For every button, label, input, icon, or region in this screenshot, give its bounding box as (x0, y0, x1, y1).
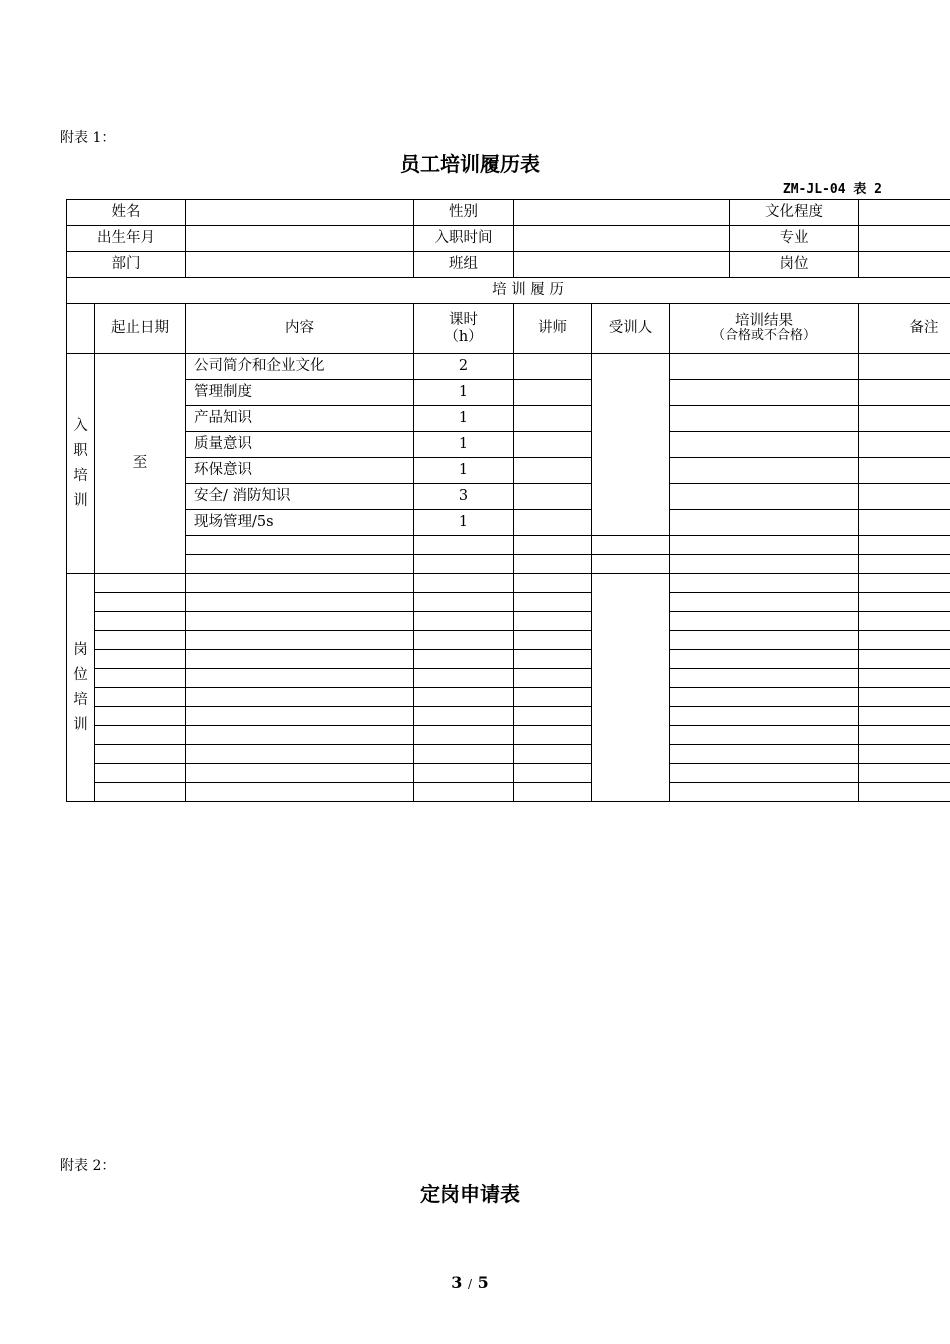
post-remark-cell[interactable] (859, 745, 950, 764)
induction-lecturer-cell[interactable] (514, 458, 592, 484)
induction-result-cell[interactable] (670, 536, 859, 555)
post-date-cell[interactable] (95, 593, 186, 612)
post-date-cell[interactable] (95, 783, 186, 802)
header-trainee: 受训人 (592, 304, 670, 354)
induction-trainee-cell[interactable] (592, 354, 670, 536)
header-result-note: （合格或不合格） (712, 328, 817, 344)
post-result-cell[interactable] (670, 612, 859, 631)
induction-result-cell[interactable] (670, 406, 859, 432)
post-remark-cell[interactable] (859, 669, 950, 688)
induction-row (67, 406, 950, 432)
induction-content-cell[interactable] (186, 555, 414, 574)
induction-content-cell: 管理制度 (186, 380, 414, 406)
post-lecturer-cell[interactable] (514, 726, 592, 745)
post-training-section-label (67, 574, 95, 802)
post-training-section-char: 位 (73, 666, 88, 683)
induction-remark-cell[interactable] (859, 406, 950, 432)
education-label: 文化程度 (730, 200, 859, 226)
induction-result-cell[interactable] (670, 484, 859, 510)
info-row (67, 200, 950, 226)
post-result-cell[interactable] (670, 669, 859, 688)
post-training-row (67, 726, 950, 745)
header-content: 内容 (186, 304, 414, 354)
header-hours-label: 课时 (449, 311, 478, 328)
induction-row (67, 510, 950, 536)
induction-lecturer-cell[interactable] (514, 536, 592, 555)
post-hours-cell[interactable] (414, 764, 514, 783)
entry-time-field[interactable] (514, 226, 730, 252)
post-training-row (67, 650, 950, 669)
induction-hours-cell: 1 (414, 432, 514, 458)
post-training-row (67, 574, 950, 593)
post-remark-cell[interactable] (859, 783, 950, 802)
post-result-cell[interactable] (670, 688, 859, 707)
post-hours-cell[interactable] (414, 745, 514, 764)
induction-date-cell[interactable]: 至 (95, 354, 186, 574)
post-content-cell[interactable] (186, 783, 414, 802)
header-result-label: 培训结果 (735, 312, 794, 329)
post-result-cell[interactable] (670, 783, 859, 802)
post-result-cell[interactable] (670, 631, 859, 650)
induction-hours-cell: 3 (414, 484, 514, 510)
major-label: 专业 (730, 226, 859, 252)
induction-row (67, 380, 950, 406)
birth-field[interactable] (186, 226, 414, 252)
history-title-row (67, 278, 950, 304)
induction-hours-cell[interactable] (414, 555, 514, 574)
induction-trainee-cell[interactable] (592, 555, 670, 574)
post-hours-cell[interactable] (414, 574, 514, 593)
post-content-cell[interactable] (186, 631, 414, 650)
post-date-cell[interactable] (95, 764, 186, 783)
post-hours-cell[interactable] (414, 688, 514, 707)
training-history-table (66, 199, 950, 802)
induction-hours-cell[interactable] (414, 536, 514, 555)
post-training-section-char: 培 (73, 691, 88, 708)
induction-lecturer-cell[interactable] (514, 380, 592, 406)
post-content-cell[interactable] (186, 612, 414, 631)
post-lecturer-cell[interactable] (514, 593, 592, 612)
header-lecturer: 讲师 (514, 304, 592, 354)
post-hours-cell[interactable] (414, 593, 514, 612)
induction-row (67, 458, 950, 484)
induction-result-cell[interactable] (670, 555, 859, 574)
post-hours-cell[interactable] (414, 631, 514, 650)
induction-lecturer-cell[interactable] (514, 354, 592, 380)
header-hours-unit: （h） (444, 328, 483, 345)
induction-row (67, 555, 950, 574)
post-remark-cell[interactable] (859, 707, 950, 726)
induction-lecturer-cell[interactable] (514, 510, 592, 536)
post-lecturer-cell[interactable] (514, 612, 592, 631)
post-remark-cell[interactable] (859, 764, 950, 783)
form-title: 员工培训履历表 (400, 152, 540, 176)
induction-trainee-cell[interactable] (592, 536, 670, 555)
post-training-section-char: 岗 (73, 641, 88, 658)
name-field[interactable] (186, 200, 414, 226)
post-lecturer-cell[interactable] (514, 688, 592, 707)
post-remark-cell[interactable] (859, 574, 950, 593)
induction-row (67, 432, 950, 458)
induction-section-char: 培 (73, 467, 88, 484)
induction-result-cell[interactable] (670, 432, 859, 458)
post-training-row (67, 688, 950, 707)
post-result-cell[interactable] (670, 726, 859, 745)
post-result-cell[interactable] (670, 745, 859, 764)
post-label: 岗位 (730, 252, 859, 278)
induction-section-char: 训 (73, 492, 88, 509)
header-blank (67, 304, 95, 354)
induction-hours-cell: 1 (414, 406, 514, 432)
post-hours-cell[interactable] (414, 707, 514, 726)
gender-label: 性别 (414, 200, 514, 226)
induction-section-char: 职 (73, 442, 88, 459)
post-content-cell[interactable] (186, 688, 414, 707)
induction-row (67, 354, 950, 380)
induction-result-cell[interactable] (670, 458, 859, 484)
induction-hours-cell: 2 (414, 354, 514, 380)
post-training-row (67, 669, 950, 688)
post-result-cell[interactable] (670, 593, 859, 612)
induction-content-cell: 产品知识 (186, 406, 414, 432)
page-total: 5 (477, 1273, 489, 1292)
post-hours-cell[interactable] (414, 669, 514, 688)
induction-row (67, 536, 950, 555)
team-label: 班组 (414, 252, 514, 278)
department-field[interactable] (186, 252, 414, 278)
post-content-cell[interactable] (186, 574, 414, 593)
post-content-cell[interactable] (186, 726, 414, 745)
post-remark-cell[interactable] (859, 631, 950, 650)
induction-lecturer-cell[interactable] (514, 432, 592, 458)
post-date-cell[interactable] (95, 631, 186, 650)
induction-hours-cell: 1 (414, 510, 514, 536)
induction-remark-cell[interactable] (859, 458, 950, 484)
form-code: ZM-JL-04 表 2 (782, 182, 882, 197)
post-hours-cell[interactable] (414, 726, 514, 745)
post-result-cell[interactable] (670, 574, 859, 593)
post-training-row (67, 783, 950, 802)
post-training-section-char: 训 (73, 716, 88, 733)
post-date-cell[interactable] (95, 574, 186, 593)
post-content-cell[interactable] (186, 707, 414, 726)
post-training-row (67, 707, 950, 726)
header-remark: 备注 (859, 304, 950, 354)
post-hours-cell[interactable] (414, 612, 514, 631)
page-number (0, 1273, 940, 1292)
post-date-cell[interactable] (95, 707, 186, 726)
post-lecturer-cell[interactable] (514, 650, 592, 669)
induction-content-cell: 质量意识 (186, 432, 414, 458)
induction-remark-cell[interactable] (859, 380, 950, 406)
entry-time-label: 入职时间 (414, 226, 514, 252)
post-hours-cell[interactable] (414, 650, 514, 669)
post-date-cell[interactable] (95, 745, 186, 764)
name-label: 姓名 (67, 200, 186, 226)
major-field[interactable] (859, 226, 950, 252)
birth-label: 出生年月 (67, 226, 186, 252)
induction-content-cell[interactable] (186, 536, 414, 555)
post-remark-cell[interactable] (859, 650, 950, 669)
header-result (670, 304, 859, 354)
post-lecturer-cell[interactable] (514, 707, 592, 726)
induction-content-cell: 环保意识 (186, 458, 414, 484)
post-date-cell[interactable] (95, 650, 186, 669)
induction-content-cell: 安全/ 消防知识 (186, 484, 414, 510)
induction-result-cell[interactable] (670, 510, 859, 536)
post-lecturer-cell[interactable] (514, 745, 592, 764)
induction-remark-cell[interactable] (859, 484, 950, 510)
post-lecturer-cell[interactable] (514, 631, 592, 650)
post-result-cell[interactable] (670, 650, 859, 669)
post-trainee-cell[interactable] (592, 574, 670, 802)
post-date-cell[interactable] (95, 612, 186, 631)
attachment2-label: 附表 2： (60, 1158, 116, 1174)
post-content-cell[interactable] (186, 745, 414, 764)
post-field[interactable] (859, 252, 950, 278)
induction-lecturer-cell[interactable] (514, 484, 592, 510)
second-form-title: 定岗申请表 (420, 1182, 520, 1206)
induction-section-char: 入 (73, 417, 88, 434)
page-separator: / (467, 1277, 473, 1291)
post-content-cell[interactable] (186, 650, 414, 669)
column-header-row (67, 304, 950, 354)
info-row (67, 252, 950, 278)
induction-content-cell: 现场管理/5s (186, 510, 414, 536)
department-label: 部门 (67, 252, 186, 278)
post-result-cell[interactable] (670, 707, 859, 726)
post-remark-cell[interactable] (859, 688, 950, 707)
post-content-cell[interactable] (186, 764, 414, 783)
post-remark-cell[interactable] (859, 726, 950, 745)
gender-field[interactable] (514, 200, 730, 226)
post-training-row (67, 764, 950, 783)
induction-hours-cell: 1 (414, 380, 514, 406)
induction-remark-cell[interactable] (859, 555, 950, 574)
induction-hours-cell: 1 (414, 458, 514, 484)
post-date-cell[interactable] (95, 726, 186, 745)
attachment1-label: 附表 1： (60, 130, 116, 146)
page-current: 3 (451, 1273, 463, 1292)
post-content-cell[interactable] (186, 593, 414, 612)
post-remark-cell[interactable] (859, 612, 950, 631)
post-content-cell[interactable] (186, 669, 414, 688)
induction-result-cell[interactable] (670, 380, 859, 406)
post-lecturer-cell[interactable] (514, 783, 592, 802)
info-row (67, 226, 950, 252)
header-date: 起止日期 (95, 304, 186, 354)
induction-remark-cell[interactable] (859, 432, 950, 458)
header-hours (414, 304, 514, 354)
induction-remark-cell[interactable] (859, 536, 950, 555)
induction-remark-cell[interactable] (859, 510, 950, 536)
post-training-row (67, 612, 950, 631)
induction-row (67, 484, 950, 510)
induction-result-cell[interactable] (670, 354, 859, 380)
post-hours-cell[interactable] (414, 783, 514, 802)
post-training-row (67, 593, 950, 612)
post-lecturer-cell[interactable] (514, 764, 592, 783)
post-lecturer-cell[interactable] (514, 669, 592, 688)
induction-lecturer-cell[interactable] (514, 406, 592, 432)
education-field[interactable] (859, 200, 950, 226)
history-title: 培 训 履 历 (67, 278, 950, 304)
induction-section-label (67, 354, 95, 574)
post-training-row (67, 745, 950, 764)
induction-content-cell: 公司简介和企业文化 (186, 354, 414, 380)
post-training-row (67, 631, 950, 650)
post-result-cell[interactable] (670, 764, 859, 783)
post-date-cell[interactable] (95, 688, 186, 707)
post-remark-cell[interactable] (859, 593, 950, 612)
induction-lecturer-cell[interactable] (514, 555, 592, 574)
induction-remark-cell[interactable] (859, 354, 950, 380)
post-lecturer-cell[interactable] (514, 574, 592, 593)
team-field[interactable] (514, 252, 730, 278)
post-date-cell[interactable] (95, 669, 186, 688)
